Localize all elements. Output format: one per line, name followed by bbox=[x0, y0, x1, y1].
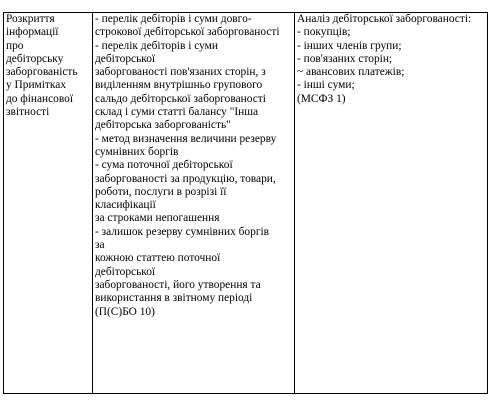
cell-text-line: (П(С)БО 10) bbox=[95, 305, 155, 318]
table-cell-analysis bbox=[295, 13, 487, 393]
cell-text-line: - пов'язаних сторін; bbox=[297, 52, 393, 65]
cell-text-line: сумнівних боргів bbox=[95, 145, 179, 158]
cell-text-line: до фінансової bbox=[6, 92, 74, 105]
cell-text-line: склад і суми статті балансу "Інша bbox=[95, 106, 259, 119]
cell-text-line: - покупців; bbox=[297, 26, 351, 39]
cell-text-line: - інші суми; bbox=[297, 79, 355, 92]
cell-text-line: класифікації bbox=[95, 199, 156, 212]
cell-text-line: - інших членів групи; bbox=[297, 39, 402, 52]
cell-text-line: інформації bbox=[6, 26, 59, 39]
cell-text-line: - перелік дебіторів і суми bbox=[95, 39, 218, 52]
cell-text-line: про bbox=[6, 39, 24, 52]
cell-text-line: заборгованості, його утворення та bbox=[95, 278, 261, 291]
table-cell-requirements bbox=[93, 13, 295, 393]
cell-text-line: за bbox=[95, 239, 105, 252]
cell-text-line: виділенням внутрішньо групового bbox=[95, 79, 263, 92]
cell-text-line: дебіторської bbox=[95, 265, 156, 278]
cell-text-line: дебіторська заборгованість" bbox=[95, 119, 231, 132]
cell-text-line: заборгованості пов'язаних сторін, з bbox=[95, 66, 266, 79]
cell-text-line: - перелік дебіторів і суми довго- bbox=[95, 13, 252, 25]
cell-text-line: використання в звітному періоді bbox=[95, 292, 253, 305]
cell-text-line: сальдо дебіторської заборгованості bbox=[95, 92, 266, 105]
cell-text-line: дебіторську bbox=[6, 52, 64, 65]
cell-text-line: кожною статтею поточної bbox=[95, 252, 221, 265]
cell-text-line: ~ авансових платежів; bbox=[297, 66, 405, 79]
cell-text-line: Аналіз дебіторської заборгованості: bbox=[297, 13, 472, 25]
cell-text-line: роботи, послуги в розрізі її bbox=[95, 185, 227, 198]
cell-text-line: у Примітках bbox=[6, 79, 67, 92]
cell-text-line: заборгованості за продукцію, товари, bbox=[95, 172, 276, 185]
disclosure-table bbox=[3, 12, 488, 394]
cell-text-line: (МСФЗ 1) bbox=[297, 92, 346, 105]
cell-text-line: заборгованість bbox=[6, 66, 78, 79]
cell-text-line: звітності bbox=[6, 106, 50, 119]
cell-text-line: дебіторської bbox=[95, 52, 156, 65]
cell-text-line: Розкриття bbox=[6, 13, 55, 25]
cell-text-line: за строками непогашення bbox=[95, 212, 220, 225]
cell-text-line: строкової дебіторської заборгованості bbox=[95, 26, 280, 39]
cell-text-line: - метод визначення величини резерву bbox=[95, 132, 277, 145]
cell-text-line: - залишок резерву сумнівних боргів bbox=[95, 225, 270, 238]
cell-text-line: - сума поточної дебіторської bbox=[95, 159, 233, 172]
table-cell-topic bbox=[4, 13, 93, 393]
